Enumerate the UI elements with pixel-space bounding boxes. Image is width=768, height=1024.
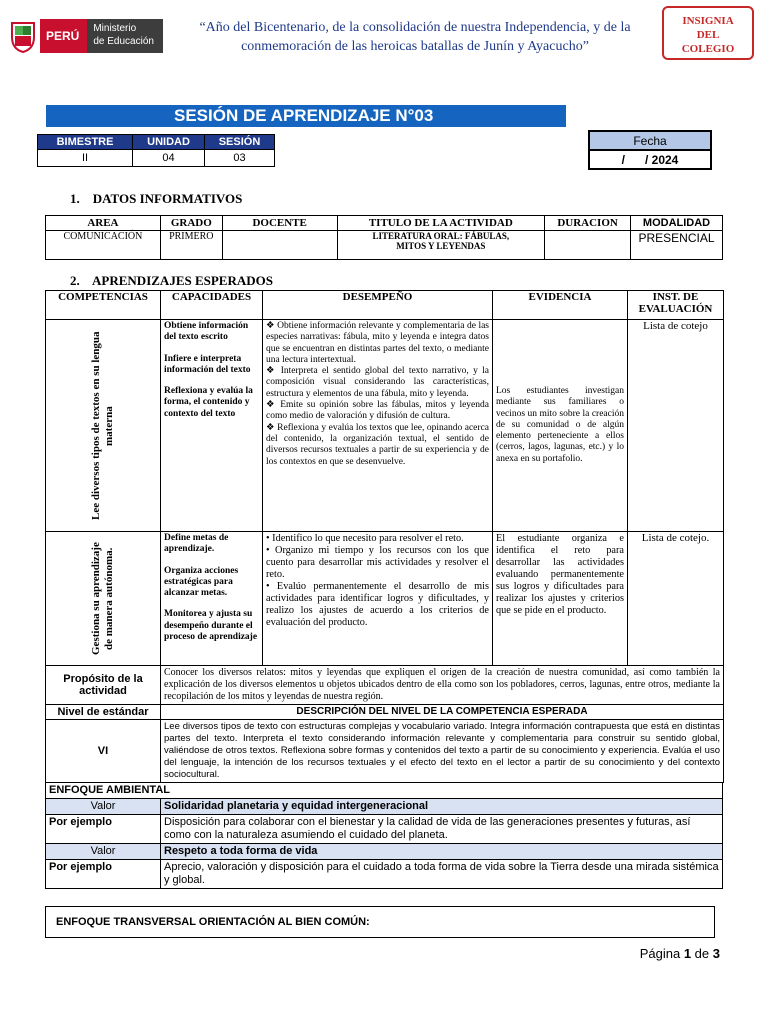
- ejemplo-2: Aprecio, valoración y disposición para el cuidado a toda forma de vida sobre la Tierra desde una mirada sistémica y global.: [161, 860, 723, 889]
- ministry-label: [87, 19, 163, 53]
- grado-value: PRIMERO: [160, 231, 222, 260]
- docente-value: [222, 231, 337, 260]
- instrumento-header: INST. DE EVALUACIÓN: [628, 291, 724, 320]
- aprendizajes-table: [45, 290, 724, 783]
- proposito-label: Propósito de la actividad: [46, 666, 161, 705]
- capacidades-cell-2: [161, 532, 263, 666]
- motto-line-1: “Año del Bicentenario, de la consolidación de nuestra Independencia, y de la: [199, 20, 631, 35]
- ejemplo-label-2: Por ejemplo: [46, 860, 161, 889]
- area-value: COMUNICACIÓN: [46, 231, 161, 260]
- modalidad-value: PRESENCIAL: [631, 231, 723, 260]
- modalidad-header: MODALIDAD: [631, 216, 723, 231]
- competencia-2: Gestiona su aprendizaje de manera autónoma.: [90, 542, 115, 655]
- year-motto: [190, 18, 640, 56]
- desempenos-cell-1: [263, 320, 493, 532]
- desempeno-1-2: ❖ Interpreta el sentido global del texto narrativo, y la composición visual considerando las características, estructura y elementos de una fábula, mito y leyenda.: [266, 366, 489, 399]
- capacidades-cell-1: [161, 320, 263, 532]
- nivel-header: DESCRIPCIÓN DEL NIVEL DE LA COMPETENCIA ESPERADA: [161, 705, 724, 720]
- desempeno-1-1: ❖ Obtiene información relevante y complementaria de las especies narrativas: fábula, mito y leyenda e integra datos que se encuentran en distintas partes del texto, o mediante una lectura intertextual.: [266, 321, 489, 365]
- capacidad-2-2: Organiza acciones estratégicas para alcanzar metas.: [164, 565, 239, 599]
- sesion-value: 03: [205, 150, 275, 167]
- competencia-1: Lee diversos tipos de textos en su lengua materna: [90, 331, 115, 520]
- bimestre-table: [37, 134, 275, 167]
- desempeno-2-3: • Evalúo permanentemente el desarrollo de mis actividades para identificar logros y dificultades, y realizo los ajustes de acuerdo a los criterios de evaluación del producto.: [266, 581, 489, 628]
- bimestre-header: BIMESTRE: [38, 135, 133, 150]
- de-word: de: [694, 946, 710, 961]
- capacidad-1-2: Infiere e interpreta información del texto: [164, 353, 251, 375]
- enfoque-transversal: ENFOQUE TRANSVERSAL ORIENTACIÓN AL BIEN COMÚN:: [45, 906, 715, 938]
- competencias-header: COMPETENCIAS: [46, 291, 161, 320]
- valor-2: Respeto a toda forma de vida: [161, 844, 723, 860]
- enfoque-ambiental-table: [45, 782, 723, 889]
- unidad-header: UNIDAD: [133, 135, 205, 150]
- nivel-text: Lee diversos tipos de texto con estructuras complejas y vocabulario variado. Integra información contrapuesta que está en distintas partes del texto. Interpreta el texto considerando información relevante y complementaria para construir su sentido global, valiéndose de otros textos. Reflexiona sobre formas y contenidos del texto a partir de su conocimiento y experiencia. Evalúa el uso del lenguaje, la intención de los recursos textuales y el efecto del texto en el lector a partir de su conocimiento y del contexto sociocultural.: [161, 720, 724, 783]
- capacidades-header: CAPACIDADES: [161, 291, 263, 320]
- unidad-value: 04: [133, 150, 205, 167]
- ejemplo-label-1: Por ejemplo: [46, 815, 161, 844]
- peru-shield-icon: [10, 19, 36, 53]
- competencia-cell-2: [46, 532, 161, 666]
- desempeno-header: DESEMPEÑO: [263, 291, 493, 320]
- docente-header: DOCENTE: [222, 216, 337, 231]
- fecha-value: / / 2024: [589, 150, 711, 169]
- page-total: 3: [712, 946, 720, 961]
- sesion-header: SESIÓN: [205, 135, 275, 150]
- insignia-line-2: DEL: [696, 29, 720, 41]
- school-insignia-placeholder: [662, 6, 754, 60]
- capacidad-1-1: Obtiene información del texto escrito: [164, 321, 249, 343]
- evidencia-header: EVIDENCIA: [493, 291, 628, 320]
- nivel-value: VI: [46, 720, 161, 783]
- minedu-logo: [10, 16, 163, 56]
- proposito-text: Conocer los diversos relatos: mitos y leyendas que expliquen el origen de la creación de nuestra comunidad, así como también la explicación de los diversos elementos u objetos ubicados dentro de ella como son los pobladores, cerros, lagunas, entre otros, mediante la recopilación de los mitos y leyendas de nuestra región.: [161, 666, 724, 705]
- titulo-value: LITERATURA ORAL: FÁBULAS, MITOS Y LEYENDAS: [337, 231, 545, 260]
- duracion-header: DURACION: [545, 216, 631, 231]
- session-title: SESIÓN DE APRENDIZAJE N°03: [46, 105, 566, 127]
- ministry-line-2: de Educación: [93, 36, 154, 47]
- valor-label-1: Valor: [46, 799, 161, 815]
- datos-informativos-table: [45, 215, 723, 260]
- motto-line-2: conmemoración de las heroicas batallas de Junín y Ayacucho”: [241, 39, 589, 54]
- page-word: Página: [639, 946, 681, 961]
- area-header: AREA: [46, 216, 161, 231]
- insignia-line-1: INSIGNIA: [682, 15, 734, 27]
- competencia-cell-1: [46, 320, 161, 532]
- titulo-header: TITULO DE LA ACTIVIDAD: [337, 216, 545, 231]
- section-datos-informativos: 1. DATOS INFORMATIVOS: [70, 191, 243, 206]
- peru-label: PERÚ: [40, 19, 87, 53]
- capacidad-1-3: Reflexiona y evalúa la forma, el contenido y contexto del texto: [164, 386, 253, 419]
- desempeno-1-4: ❖ Reflexiona y evalúa los textos que lee, opinando acerca del contenido, la organización textual, el sentido de diversos recursos textuales a partir de su experiencia y de los contextos en que se desenvuelve.: [266, 422, 489, 467]
- enfoque-title: ENFOQUE AMBIENTAL: [46, 783, 723, 799]
- instrumento-1: Lista de cotejo: [628, 320, 724, 532]
- fecha-table: [588, 130, 712, 170]
- page-number: 1: [683, 946, 692, 961]
- valor-label-2: Valor: [46, 844, 161, 860]
- nivel-label: Nivel de estándar: [46, 705, 161, 720]
- desempeno-1-3: ❖ Emite su opinión sobre las fábulas, mitos y leyenda como medio de valoración y difusión de cultura.: [266, 400, 489, 422]
- fecha-label: Fecha: [589, 131, 711, 150]
- evidencia-2: El estudiante organiza e identifica el reto para desarrollar las actividades evaluando permanentemente sus logros y dificultades para realizar los ajustes y criterios que se pide en el producto.: [493, 532, 628, 666]
- ejemplo-1: Disposición para colaborar con el bienestar y la calidad de vida de las generaciones presentes y futuras, así como con la naturaleza asumiendo el cuidado del planeta.: [161, 815, 723, 844]
- page-footer: [640, 946, 720, 961]
- insignia-line-3: COLEGIO: [681, 43, 735, 55]
- desempenos-cell-2: [263, 532, 493, 666]
- evidencia-1: Los estudiantes investigan mediante sus familiares o vecinos un mito sobre la creación de su comunidad o de algún elemento perteneciente a ellos (cerros, lagos, lagunas, etc.) y lo anexa en su portafolio.: [493, 320, 628, 532]
- grado-header: GRADO: [160, 216, 222, 231]
- desempeno-2-2: • Organizo mi tiempo y los recursos con los que cuento para desarrollar mis actividades y resolver el reto.: [266, 545, 489, 580]
- instrumento-2: Lista de cotejo.: [628, 532, 724, 666]
- bimestre-value: II: [38, 150, 133, 167]
- valor-1: Solidaridad planetaria y equidad intergeneracional: [161, 799, 723, 815]
- capacidad-2-3: Monitorea y ajusta su desempeño durante el proceso de aprendizaje: [164, 609, 258, 643]
- ministry-line-1: Ministerio: [93, 23, 137, 34]
- section-aprendizajes: 2. APRENDIZAJES ESPERADOS: [70, 273, 273, 288]
- capacidad-2-1: Define metas de aprendizaje.: [164, 533, 229, 555]
- duracion-value: [545, 231, 631, 260]
- desempeno-2-1: • Identifico lo que necesito para resolver el reto.: [266, 533, 464, 544]
